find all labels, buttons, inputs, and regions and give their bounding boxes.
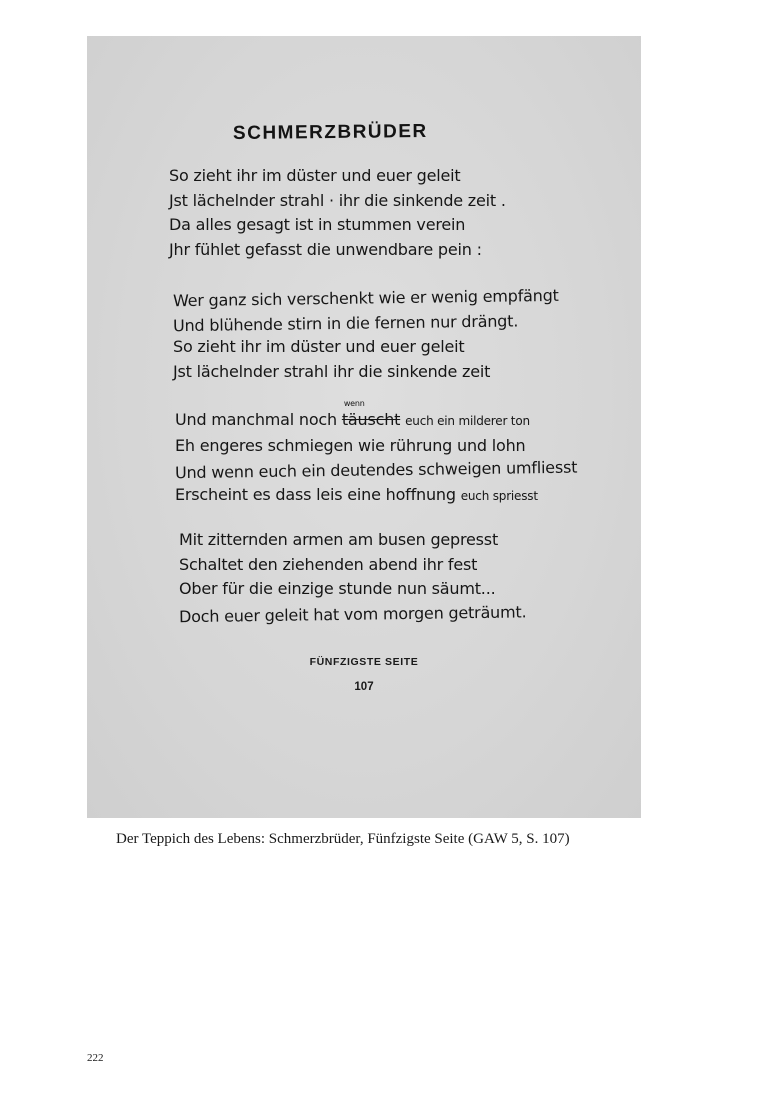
page-number: 222 bbox=[87, 1052, 104, 1064]
poem-line: Da alles gesagt ist in stummen verein bbox=[169, 215, 466, 234]
poem-title: SCHMERZBRÜDER bbox=[232, 120, 428, 145]
stanza-2 bbox=[173, 286, 633, 384]
figure-caption: Der Teppich des Lebens: Schmerzbrüder, Fünfzigste Seite (GAW 5, S. 107) bbox=[116, 831, 570, 847]
poem-line: Ober für die einzige stunde nun säumt... bbox=[179, 579, 496, 598]
poem-line: Und wenn euch ein deutendes schweigen umfliesst bbox=[174, 457, 578, 483]
line-text: Erscheint es dass leis eine hoffnung bbox=[175, 484, 456, 504]
poem-line: Mit zitternden armen am busen gepresst bbox=[179, 530, 499, 549]
poem-line: Jst lächelnder strahl · ihr die sinkende zeit . bbox=[169, 190, 506, 210]
facsimile-image bbox=[87, 36, 641, 818]
poem-line: Jst lächelnder strahl ihr die sinkende zeit bbox=[173, 361, 491, 381]
poem-line: So zieht ihr im düster und euer geleit bbox=[169, 166, 461, 185]
poem-line: Doch euer geleit hat vom morgen geträumt. bbox=[178, 601, 527, 626]
poem-line bbox=[175, 483, 635, 509]
poem-line: So zieht ihr im düster und euer geleit bbox=[173, 337, 465, 356]
stanza-4 bbox=[179, 528, 639, 626]
section-label: FÜNFZIGSTE SEITE bbox=[309, 656, 419, 668]
line-start: Und manchmal noch bbox=[175, 410, 337, 429]
stanza-1 bbox=[169, 164, 629, 262]
line-end: euch ein milderer ton bbox=[405, 414, 530, 428]
poem-line: Eh engeres schmiegen wie rührung und lohn bbox=[175, 435, 526, 455]
line-tail: euch spriesst bbox=[460, 488, 538, 503]
struck-word bbox=[341, 399, 401, 429]
poem-line: Und blühende stirn in die fernen nur drängt. bbox=[172, 310, 519, 335]
poem-line-with-correction bbox=[175, 399, 635, 434]
stanza-3 bbox=[174, 399, 635, 508]
poem-line: Wer ganz sich verschenkt wie er wenig empfängt bbox=[172, 285, 559, 311]
struck-text: täuscht bbox=[341, 410, 401, 429]
poem-line: Schaltet den ziehenden abend ihr fest bbox=[179, 554, 478, 574]
facsimile-page-number: 107 bbox=[354, 681, 374, 693]
poem-line: Jhr fühlet gefasst die unwendbare pein : bbox=[169, 239, 482, 259]
inserted-word: wenn bbox=[343, 399, 365, 408]
